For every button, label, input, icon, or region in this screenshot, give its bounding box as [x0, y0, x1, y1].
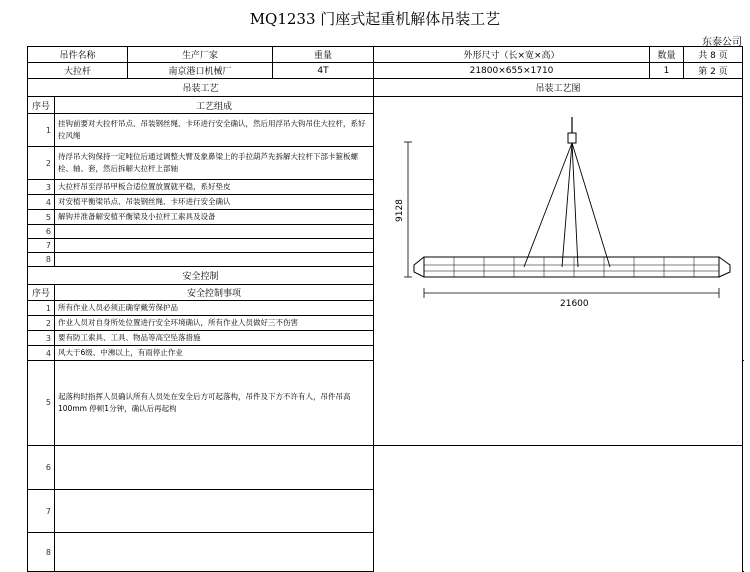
dimensions: 21800×655×1710: [374, 63, 650, 79]
pages-total: 共 8 页: [684, 47, 743, 63]
process-step: [55, 239, 374, 253]
page-title: MQ1233 门座式起重机解体吊装工艺: [249, 10, 501, 28]
process-no: 5: [28, 210, 55, 225]
process-no: 7: [28, 239, 55, 253]
quantity-label: 数量: [650, 47, 684, 63]
weight-label: 重量: [273, 47, 374, 63]
safety-step: 要有防工索具、工具、物品等高空坠落措施: [55, 331, 374, 346]
safety-step: 起落构时指挥人员确认所有人员处在安全后方可起落构，吊件及下方不许有人，吊件吊高100mm 停顿1分钟，确认后再起构: [55, 361, 374, 446]
process-no: 6: [28, 225, 55, 239]
process-section-title: 吊装工艺: [28, 79, 374, 97]
safety-step: 作业人员对自身所处位置进行安全环境确认，所有作业人员做好三不伤害: [55, 316, 374, 331]
process-no: 8: [28, 253, 55, 267]
process-no: 2: [28, 147, 55, 180]
height-dimension: 9128: [395, 199, 406, 222]
process-step: 待浮吊大钩保持一定吨位后通过调整大臂及象鼻梁上的手拉葫芦先拆解大拉杆下部卡箍板螺栓、轴、套，然后拆解大拉杆上部轴: [55, 147, 374, 180]
process-step: 大拉杆吊至浮吊甲板合适位置放置就平稳，系好垫皮: [55, 180, 374, 195]
process-step: [55, 253, 374, 267]
process-no: 1: [28, 114, 55, 147]
lifting-diagram: [374, 97, 743, 446]
process-step: 对安植平衡梁吊点、吊装钢丝绳、卡环进行安全确认: [55, 195, 374, 210]
crane-diagram-svg: [374, 97, 742, 357]
safety-no: 5: [28, 361, 55, 446]
quantity: 1: [650, 63, 684, 79]
safety-step: [55, 533, 374, 572]
company-name: 东泰公司: [702, 37, 742, 48]
part-name: 大拉杆: [28, 63, 128, 79]
part-name-label: 吊件名称: [28, 47, 128, 63]
process-step: 解钩并准备解安植平衡梁及小拉杆工索具及设备: [55, 210, 374, 225]
safety-seq-label: 序号: [28, 285, 55, 301]
process-step: 挂钩前要对大拉杆吊点、吊装钢丝绳、卡环进行安全确认，然后用浮吊大钩吊住大拉杆，系好拉风绳: [55, 114, 374, 147]
diagram-section-title: 吊装工艺图: [374, 79, 743, 97]
safety-step: [55, 445, 374, 489]
process-composition-label: 工艺组成: [55, 97, 374, 114]
manufacturer-label: 生产厂家: [128, 47, 273, 63]
safety-no: 3: [28, 331, 55, 346]
safety-step: [55, 489, 374, 533]
process-table: [27, 46, 743, 572]
process-step: [55, 225, 374, 239]
seq-label: 序号: [28, 97, 55, 114]
safety-section-title: 安全控制: [28, 267, 374, 285]
safety-no: 4: [28, 346, 55, 361]
safety-step: 风大于6级、中沸以上，有雨停止作业: [55, 346, 374, 361]
safety-no: 2: [28, 316, 55, 331]
manufacturer: 南京港口机械厂: [128, 63, 273, 79]
weight: 4T: [273, 63, 374, 79]
safety-items-label: 安全控制事项: [55, 285, 374, 301]
safety-no: 1: [28, 301, 55, 316]
safety-no: 6: [28, 445, 55, 489]
process-no: 3: [28, 180, 55, 195]
page-number: 第 2 页: [684, 63, 743, 79]
dimensions-label: 外形尺寸（长×宽×高）: [374, 47, 650, 63]
process-no: 4: [28, 195, 55, 210]
length-dimension: 21600: [560, 299, 589, 309]
safety-no: 7: [28, 489, 55, 533]
safety-no: 8: [28, 533, 55, 572]
safety-step: 所有作业人员必须正确穿戴劳保护品: [55, 301, 374, 316]
